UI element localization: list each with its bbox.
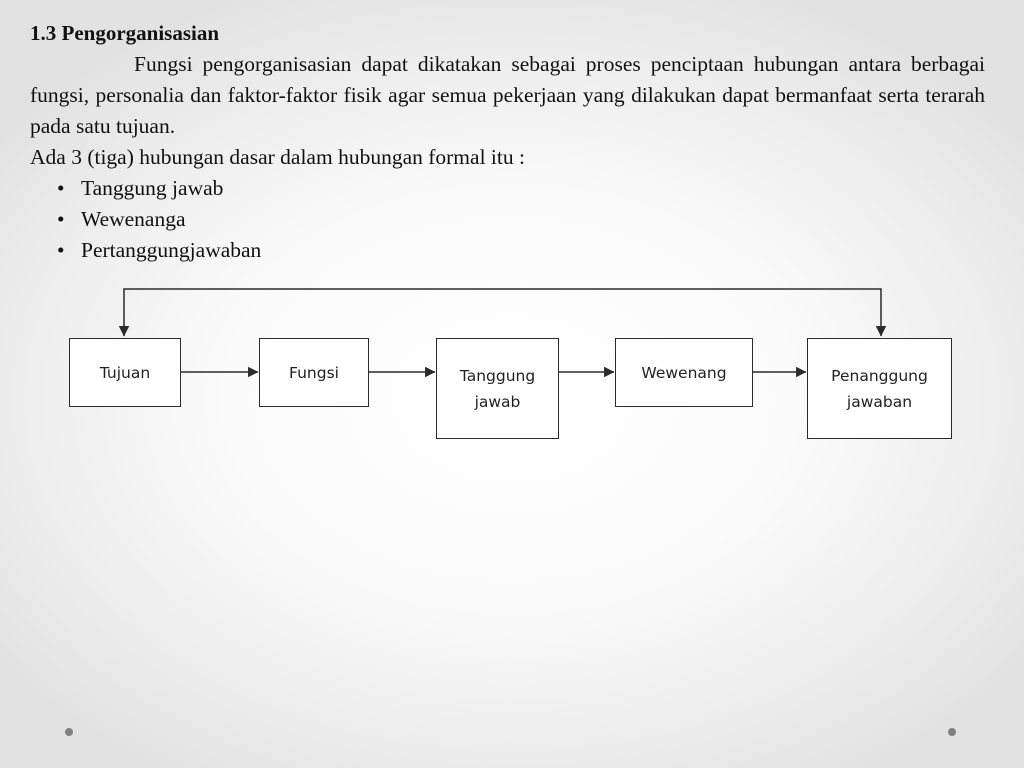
bullet-marker: • xyxy=(57,176,65,200)
node-fungsi xyxy=(259,338,369,407)
node-label: Penanggung jawaban xyxy=(831,366,928,411)
bullet-text: Pertanggungjawaban xyxy=(81,238,262,262)
bullet-text: Tanggung jawab xyxy=(81,176,224,200)
node-tanggung-jawab xyxy=(436,338,559,439)
body-paragraph: Fungsi pengorganisasian dapat dikatakan sebagai proses penciptaan hubungan antara berbagai fungsi, personalia dan faktor-faktor fisik agar semua pekerjaan yang dilakukan dapat bermanfaat serta terarah pada satu tujuan. xyxy=(30,52,985,138)
node-wewenang xyxy=(615,338,753,407)
left-corner-dot xyxy=(65,728,73,736)
node-label: Fungsi xyxy=(289,363,339,382)
right-corner-dot xyxy=(948,728,956,736)
node-label: Tujuan xyxy=(99,363,151,382)
intro-line: Ada 3 (tiga) hubungan dasar dalam hubungan formal itu : xyxy=(30,145,525,169)
bullet-marker: • xyxy=(57,238,65,262)
bullet-text: Wewenanga xyxy=(81,207,186,231)
feedback-loop-arrow xyxy=(124,289,881,336)
section-heading: 1.3 Pengorganisasian xyxy=(30,21,220,45)
node-label: Wewenang xyxy=(641,363,727,382)
bullet-marker: • xyxy=(57,207,65,231)
node-label: Tanggung jawab xyxy=(459,366,536,411)
node-tujuan xyxy=(69,338,181,407)
node-penanggung-jawaban xyxy=(807,338,952,439)
